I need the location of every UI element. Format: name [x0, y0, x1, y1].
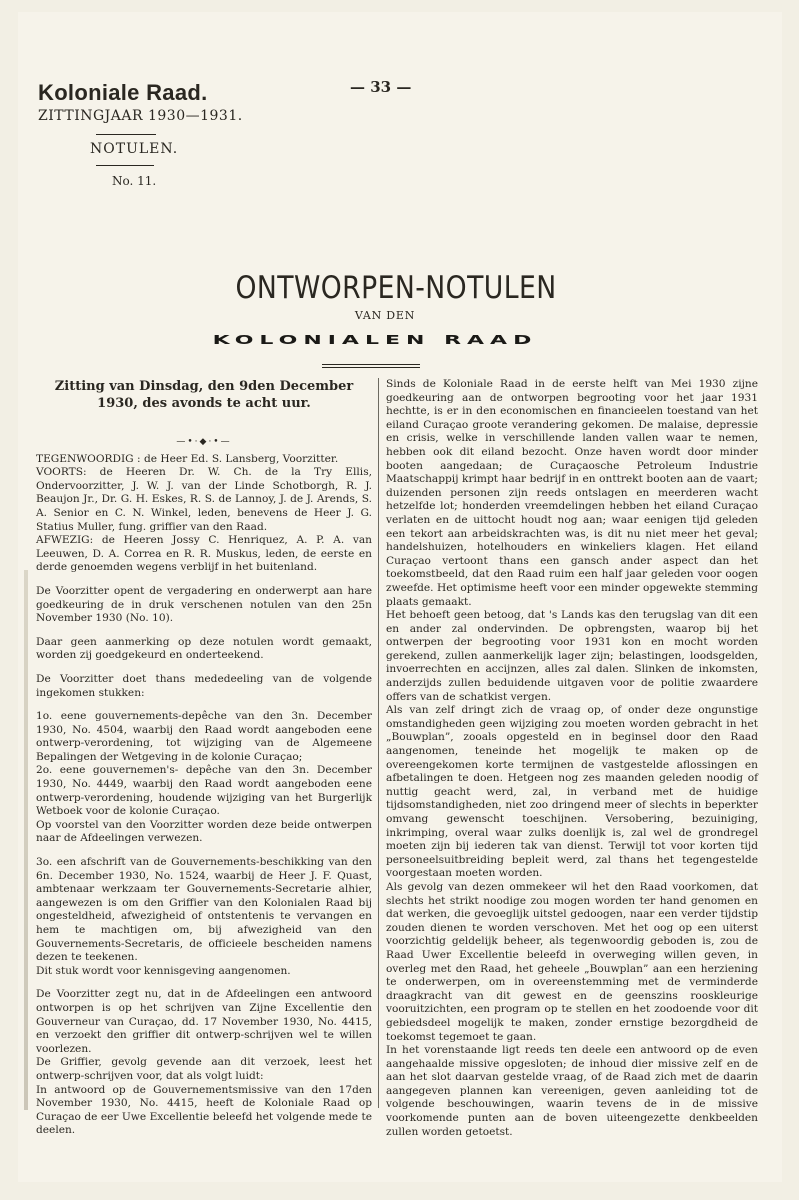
left-column — [36, 378, 372, 1138]
paragraph: Dit stuk wordt voor kennisgeving aangenomen. — [36, 964, 291, 977]
paragraph: Als gevolg van dezen ommekeer wil het den Raad voorkomen, dat slechts het strikt noodige zou mogen worden ter hand genomen en dat werken, die gevoeglijk uitstel gedoogen, naar een verder tijdstip zouden dienen te worden verschoven. Met het oog op een uiterst voorzichtig geldelijk beheer, als tegenwoordig geboden is, zou de Raad Uwer Excellentie beleefd in overweging willen geven, in overleg met den Raad, het geheele „Bouwplan” aan een herziening te onderwerpen, om in overeenstemming met de verminderde draagkracht van dit gewest en de geenszins rooskleurige vooruitzichten, een program op te stellen en het zoodoende voor dit gebiedsdeel mogelijk te maken, zonder ernstige bezorgdheid de toekomst tegemoet te gaan. — [386, 880, 758, 1043]
paragraph: De Voorzitter opent de vergadering en onderwerpt aan hare goedkeuring de in druk verschenen notulen van den 25n November 1930 (No. 10). — [36, 584, 372, 625]
column-divider — [378, 378, 379, 1108]
issue-number: No. 11. — [112, 174, 157, 188]
section-label: NOTULEN. — [90, 141, 179, 157]
session-heading: Zitting van Dinsdag, den 9den December 1930, des avonds te acht uur. — [54, 379, 354, 411]
paragraph: 3o. een afschrift van de Gouvernements-beschikking van den 6n. December 1930, No. 1524, waarbij de Heer J. F. Quast, ambtenaar werkzaam ter Gouvernements-Secretarie alhier, aangewezen is om den Griffier van den Kolonialen Raad bij ongesteldheid, afwezigheid of ontstentenis te vervangen en hem te machtigen om, bij afwezigheid van den Gouvernements-Secretaris, de officieele bescheiden namens dezen te teekenen. — [36, 856, 372, 964]
double-rule — [322, 364, 420, 368]
paragraph: 1o. eene gouvernements-depêche van den 3n. December 1930, No. 4504, waarbij den Raad wordt aangeboden eene ontwerp-verordening, tot wijziging van de Algemeene Bepalingen der Wetgeving in de kolonie Curaçao; — [36, 710, 372, 763]
page-number: — 33 — — [350, 78, 412, 96]
right-column — [386, 378, 758, 1139]
paragraph: Daar geen aanmerking op deze notulen wordt gemaakt, worden zij goedgekeurd en onderteekend. — [36, 635, 372, 662]
divider — [96, 134, 156, 135]
document-title: ONTWORPEN-NOTULEN — [235, 270, 557, 306]
paragraph: Het behoeft geen betoog, dat 's Lands kas den terugslag van dit een en ander zal ondervinden. De opbrengsten, waarop bij het ontwerpen der begrooting voor 1931 kon en mocht worden gerekend, zullen aanmerkelijk lager zijn; belastingen, loodsgelden, invoerrechten en accijnzen, alles zal dalen. Slinken de inkomsten, anderzijds zullen beduidende uitgaven voor de politie zwaardere offers van de schatkist vergen. — [386, 609, 758, 703]
paragraph: De Griffier, gevolg gevende aan dit verzoek, leest het ontwerp-schrijven voor, dat als volgt luidt: — [36, 1056, 372, 1082]
org-title: Koloniale Raad. — [38, 80, 208, 105]
paragraph: De Voorzitter doet thans mededeeling van de volgende ingekomen stukken: — [36, 672, 372, 699]
paragraph: TEGENWOORDIG : de Heer Ed. S. Lansberg, Voorzitter. — [36, 452, 339, 465]
council-banner: KOLONIALEN RAAD — [212, 333, 538, 348]
ornament-divider: —•·◆·•— — [176, 437, 232, 447]
paragraph: Als van zelf dringt zich de vraag op, of onder deze ongunstige omstandigheden geen wijziging zou moeten worden gebracht in het „Bouwplan”, zooals opgesteld en in beginsel door den Raad aangenomen, teneinde het mogelijk te maken op de overeengekomen korte termijnen de vastgestelde aflossingen en afbetalingen te doen. Hetgeen nog zes maanden geleden noodig of nuttig geacht werd, zal, in verband met de huidige tijdsomstandigheden, niet zoo dringend meer of slechts in beperkter omvang gewenscht toeschijnen. Versobering, bezuiniging, inkrimping, overal waar zulks doenlijk is, zal wel de grondregel moeten zijn bij iederen tak van dienst. Terwijl tot voor korten tijd personeelsuitbreiding bepleit werd, zal thans het tegengestelde voorgestaan moeten worden. — [386, 704, 758, 880]
paragraph: In het vorenstaande ligt reeds ten deele een antwoord op de even aangehaalde missive opgesloten; de inhoud dier missive zelf en de aan het slot daarvan gestelde vraag, of de Raad zich met de daarin aangegeven plannen kan vereenigen, geven aanleiding tot de volgende beschouwingen, waarin tevens de in de missive voorkomende punten aan de boven uiteengezette denkbeelden zullen worden getoetst. — [386, 1044, 758, 1138]
paragraph: In antwoord op de Gouvernementsmissive van den 17den November 1930, No. 4415, heeft de Koloniale Raad op Curaçao de eer Uwe Excellentie beleefd het volgende mede te deelen. — [36, 1083, 372, 1137]
document-subtitle: VAN DEN — [354, 309, 416, 322]
paragraph: De Voorzitter zegt nu, dat in de Afdeelingen een antwoord ontworpen is op het schrijven van Zijne Excellentie den Gouverneur van Curaçao, dd. 17 November 1930, No. 4415, en verzoekt den griffier dit ontwerp-schrijven wel te willen voorlezen. — [36, 988, 372, 1055]
paragraph: Sinds de Koloniale Raad in de eerste helft van Mei 1930 zijne goedkeuring aan de ontworpen begrooting voor het jaar 1931 hechtte, is er in den economischen en financieelen toestand van het eiland Curaçao groote verandering gekomen. De malaise, depressie en crisis, welke in verschillende landen vallen waar te nemen, hebben ook dit eiland bezocht. Onze haven wordt door minder booten aangedaan; de Curaçaosche Petroleum Industrie Maatschappij krimpt haar bedrijf in en onttrekt booten aan de vaart; duizenden personen zijn reeds ontslagen en meerderen wacht hetzelfde lot; honderden vreemdelingen hebben het eiland Curaçao verlaten en de uittocht houdt nog aan; waar eenigen tijd geleden een tekort aan arbeidskrachten was, is dit nu niet meer het geval; handelshuizen, hotelhouders en winkeliers klagen. Het eiland Curaçao vertoont thans een gansch ander aspect dan het toekomstbeeld, dat den Raad ruim een half jaar geleden voor oogen zweefde. Het optimisme heeft voor een minder opgewekte stemming plaats gemaakt. — [386, 378, 758, 608]
paragraph: Op voorstel van den Voorzitter worden deze beide ontwerpen naar de Afdeelingen verwezen. — [36, 818, 372, 845]
session-year: ZITTINGJAAR 1930—1931. — [38, 108, 243, 124]
divider — [96, 165, 154, 166]
page-edge-shadow — [24, 570, 28, 1110]
masthead — [38, 80, 298, 188]
paragraph: 2o. eene gouvernemen's- depêche van den 3n. December 1930, No. 4449, waarbij den Raad wordt aangeboden eene ontwerp-verordening, houdende wijziging van het Burgerlijk Wetboek voor de kolonie Curaçao. — [36, 764, 372, 818]
paragraph: VOORTS: de Heeren Dr. W. Ch. de la Try Ellis, Ondervoorzitter, J. W. J. van der Linde Schotborgh, R. J. Beaujon Jr., Dr. G. H. Eskes, R. S. de Lannoy, J. de J. Arends, S. A. Senior en C. N. Winkel, leden, benevens de Heer J. G. Statius Muller, fung. griffier van den Raad. — [36, 466, 372, 533]
paragraph: AFWEZIG: de Heeren Jossy C. Henriquez, A. P. A. van Leeuwen, D. A. Correa en R. R. Muskus, leden, de eerste en derde genoemden wegens verblijf in het buitenland. — [36, 534, 372, 574]
